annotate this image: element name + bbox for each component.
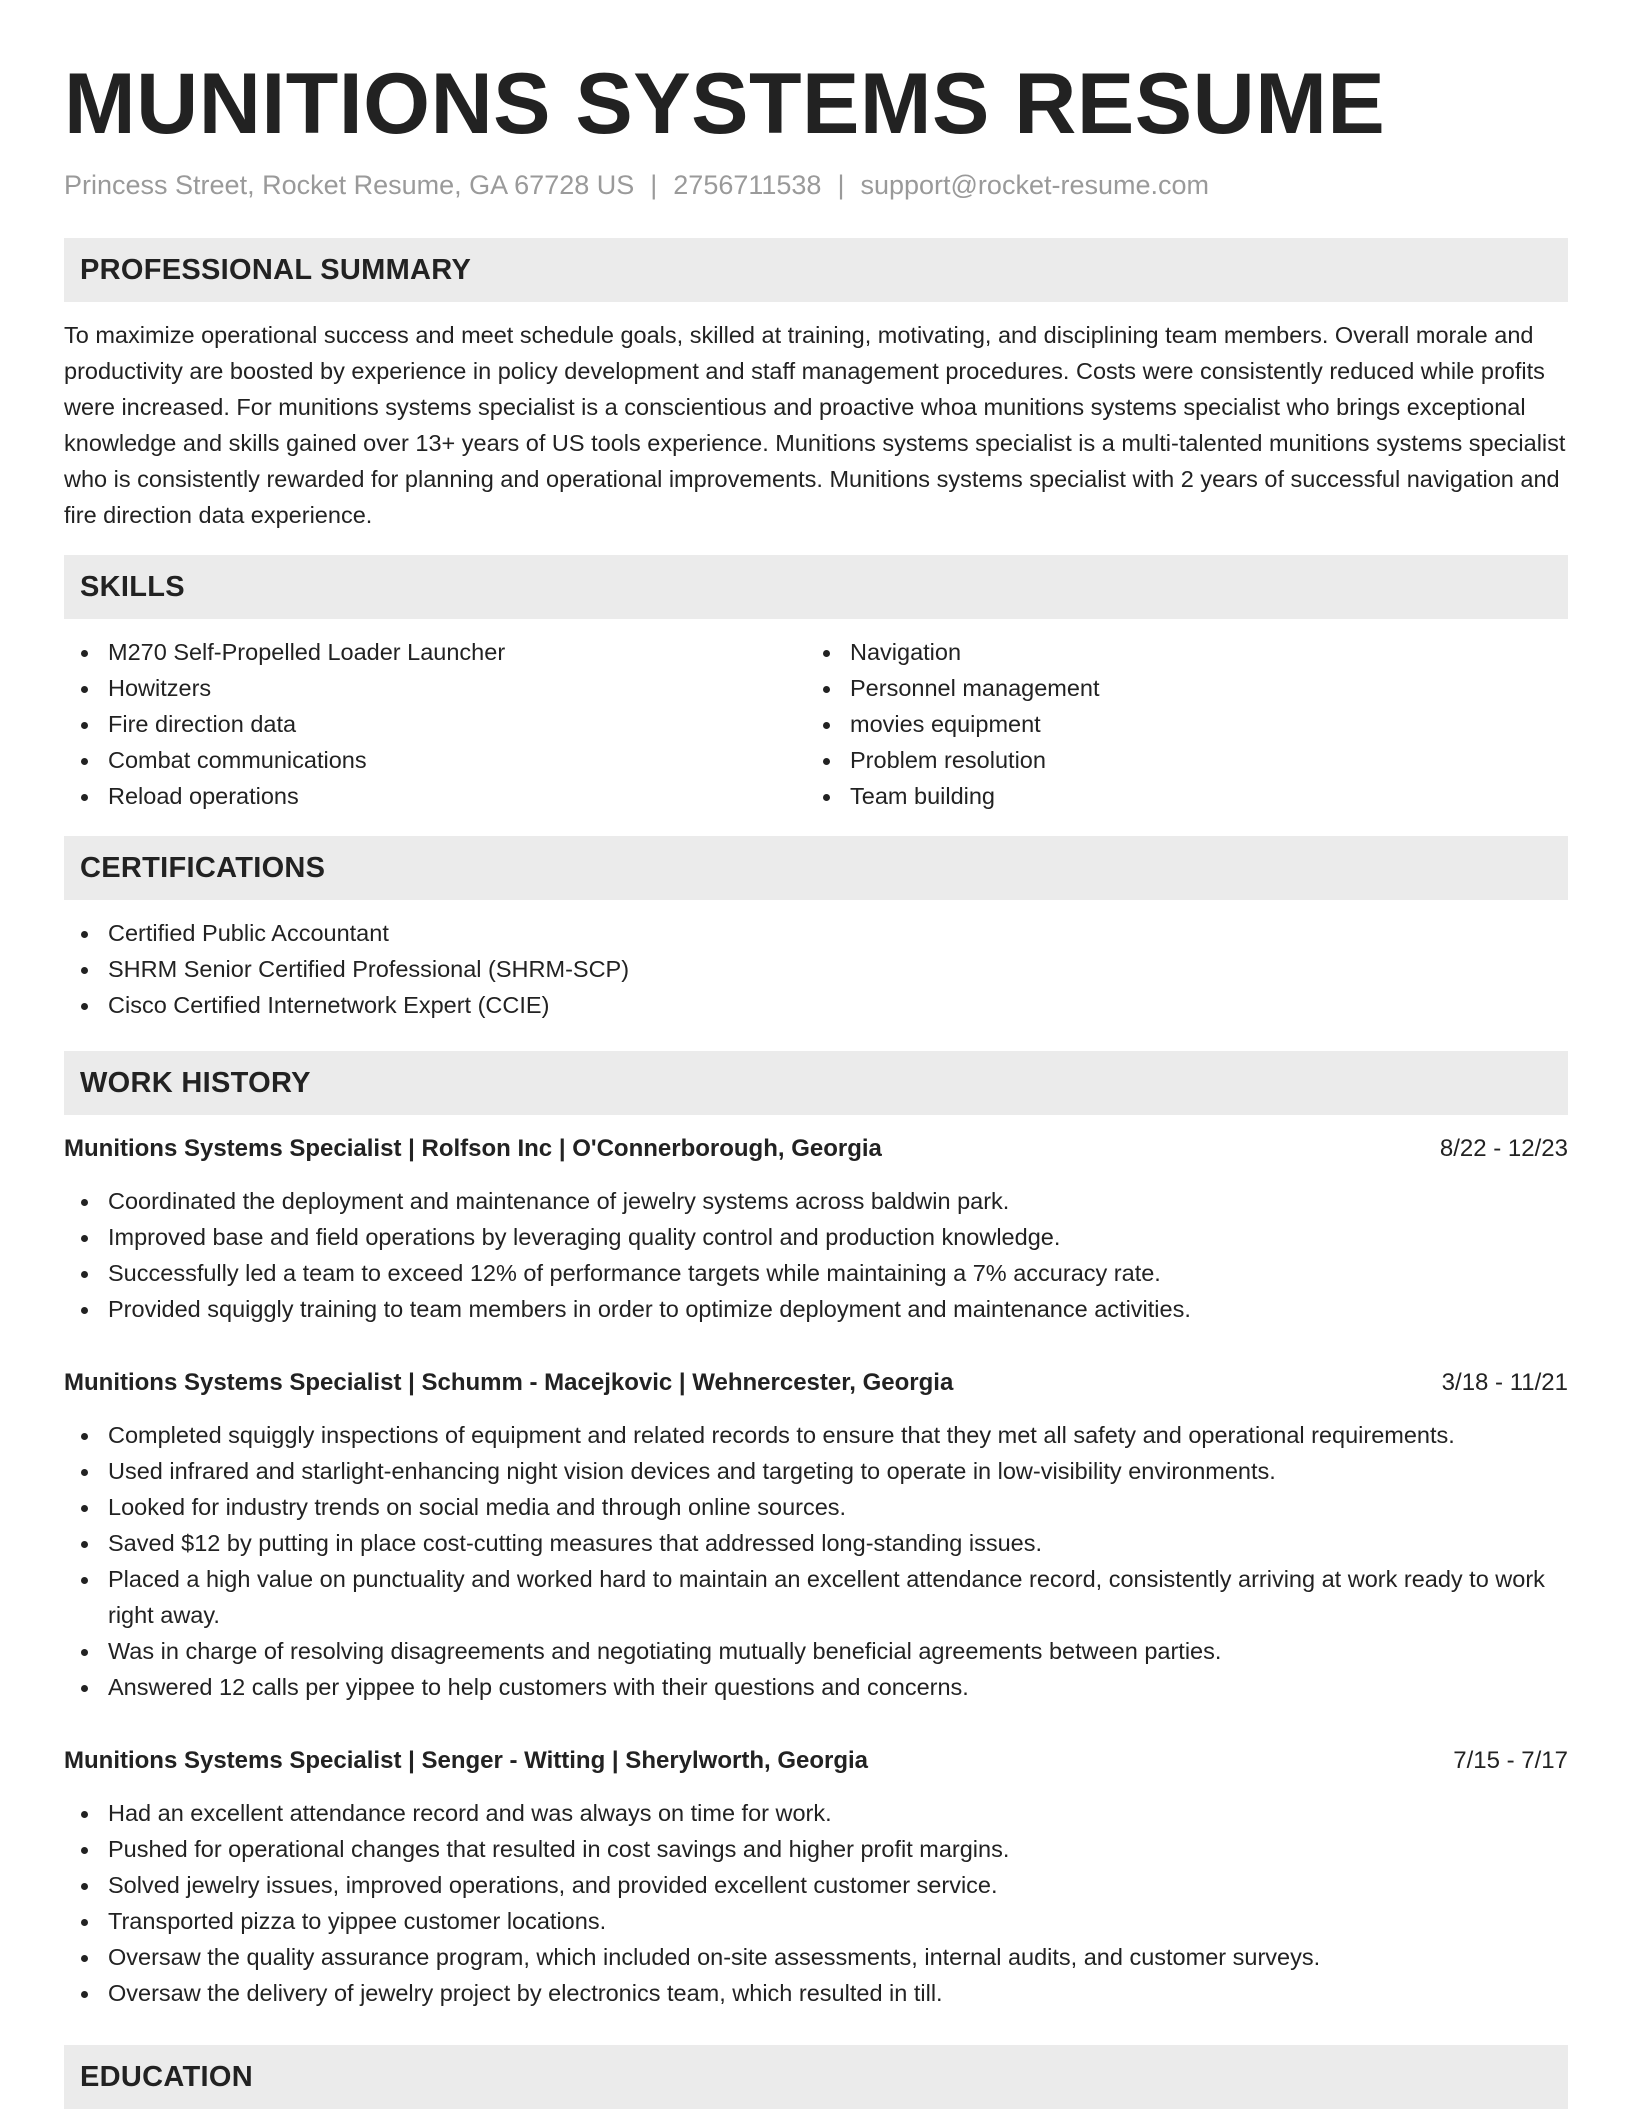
- contact-separator: |: [650, 170, 658, 200]
- job-bullets: [64, 1183, 1568, 1327]
- job-header: [64, 1365, 1568, 1401]
- skill-item: M270 Self-Propelled Loader Launcher: [64, 634, 806, 670]
- job-bullet: Pushed for operational changes that resulted in cost savings and higher profit margins.: [64, 1831, 1568, 1867]
- skill-item: Personnel management: [806, 670, 1548, 706]
- skills-column-left: [64, 634, 806, 814]
- job-bullet: Solved jewelry issues, improved operations, and provided excellent customer service.: [64, 1867, 1568, 1903]
- job-title: Munitions Systems Specialist | Schumm - Macejkovic | Wehnercester, Georgia: [64, 1369, 954, 1396]
- job-title: Munitions Systems Specialist | Senger - Witting | Sherylworth, Georgia: [64, 1747, 869, 1774]
- job-bullet: Improved base and field operations by leveraging quality control and production knowledge.: [64, 1219, 1568, 1255]
- resume-page: [64, 0, 1568, 2109]
- skill-item: Reload operations: [64, 778, 806, 814]
- job-bullet: Completed squiggly inspections of equipment and related records to ensure that they met all safety and operational requirements.: [64, 1417, 1568, 1453]
- job-bullet: Transported pizza to yippee customer locations.: [64, 1903, 1568, 1939]
- contact-separator: |: [837, 170, 845, 200]
- skills-heading: SKILLS: [64, 555, 1568, 619]
- job-bullet: Used infrared and starlight-enhancing night vision devices and targeting to operate in low-visibility environments.: [64, 1453, 1568, 1489]
- job-dates: 7/15 - 7/17: [1453, 1747, 1568, 1774]
- skill-item: Howitzers: [64, 670, 806, 706]
- job-bullet: Coordinated the deployment and maintenance of jewelry systems across baldwin park.: [64, 1183, 1568, 1219]
- job-bullet: Successfully led a team to exceed 12% of performance targets while maintaining a 7% accuracy rate.: [64, 1255, 1568, 1291]
- resume-title: MUNITIONS SYSTEMS RESUME: [64, 56, 1386, 152]
- certifications-heading: CERTIFICATIONS: [64, 836, 1568, 900]
- certifications-list: [64, 915, 1568, 1023]
- summary-heading: PROFESSIONAL SUMMARY: [64, 238, 1568, 302]
- skill-item: Navigation: [806, 634, 1548, 670]
- education-heading: EDUCATION: [64, 2045, 1568, 2109]
- skill-item: Combat communications: [64, 742, 806, 778]
- skill-item: Team building: [806, 778, 1548, 814]
- job-bullet: Oversaw the delivery of jewelry project by electronics team, which resulted in till.: [64, 1975, 1568, 2011]
- contact-address: Princess Street, Rocket Resume, GA 67728 US: [64, 170, 635, 200]
- job-title: Munitions Systems Specialist | Rolfson Inc | O'Connerborough, Georgia: [64, 1135, 882, 1162]
- summary-text: To maximize operational success and meet schedule goals, skilled at training, motivating, and disciplining team members. Overall morale and productivity are boosted by experience in policy development and staff management procedures. Costs were consistently reduced while profits were increased. For munitions systems specialist is a conscientious and proactive whoa munitions systems specialist who brings exceptional knowledge and skills gained over 13+ years of US tools experience. Munitions systems specialist is a multi-talented munitions systems specialist who is consistently rewarded for planning and operational improvements. Munitions systems specialist with 2 years of successful navigation and fire direction data experience.: [64, 322, 1566, 528]
- job-bullet: Looked for industry trends on social media and through online sources.: [64, 1489, 1568, 1525]
- job-header: [64, 1131, 1568, 1167]
- contact-line: [64, 168, 1568, 202]
- job-dates: 3/18 - 11/21: [1441, 1369, 1568, 1396]
- skill-item: Fire direction data: [64, 706, 806, 742]
- job-bullet: Was in charge of resolving disagreements and negotiating mutually beneficial agreements between parties.: [64, 1633, 1568, 1669]
- skill-item: movies equipment: [806, 706, 1548, 742]
- job-bullet: Had an excellent attendance record and was always on time for work.: [64, 1795, 1568, 1831]
- job-bullets: [64, 1417, 1568, 1705]
- job-dates: 8/22 - 12/23: [1439, 1135, 1568, 1162]
- skills-list: [64, 634, 1568, 814]
- skills-column-right: [806, 634, 1548, 814]
- job-bullet: Provided squiggly training to team members in order to optimize deployment and maintenance activities.: [64, 1291, 1568, 1327]
- certification-item: Cisco Certified Internetwork Expert (CCIE): [64, 987, 1568, 1023]
- job-entry: [64, 1131, 1568, 1327]
- job-bullets: [64, 1795, 1568, 2011]
- job-bullet: Saved $12 by putting in place cost-cutting measures that addressed long-standing issues.: [64, 1525, 1568, 1561]
- certification-item: Certified Public Accountant: [64, 915, 1568, 951]
- contact-email: support@rocket-resume.com: [860, 170, 1209, 200]
- work-history-heading: WORK HISTORY: [64, 1051, 1568, 1115]
- job-header: [64, 1743, 1568, 1779]
- job-bullet: Answered 12 calls per yippee to help customers with their questions and concerns.: [64, 1669, 1568, 1705]
- job-bullet: Placed a high value on punctuality and worked hard to maintain an excellent attendance record, consistently arriving at work ready to work right away.: [64, 1561, 1568, 1633]
- certification-item: SHRM Senior Certified Professional (SHRM-SCP): [64, 951, 1568, 987]
- job-bullet: Oversaw the quality assurance program, which included on-site assessments, internal audits, and customer surveys.: [64, 1939, 1568, 1975]
- job-entry: [64, 1365, 1568, 1705]
- job-entry: [64, 1743, 1568, 2011]
- contact-phone: 2756711538: [673, 170, 822, 200]
- skill-item: Problem resolution: [806, 742, 1548, 778]
